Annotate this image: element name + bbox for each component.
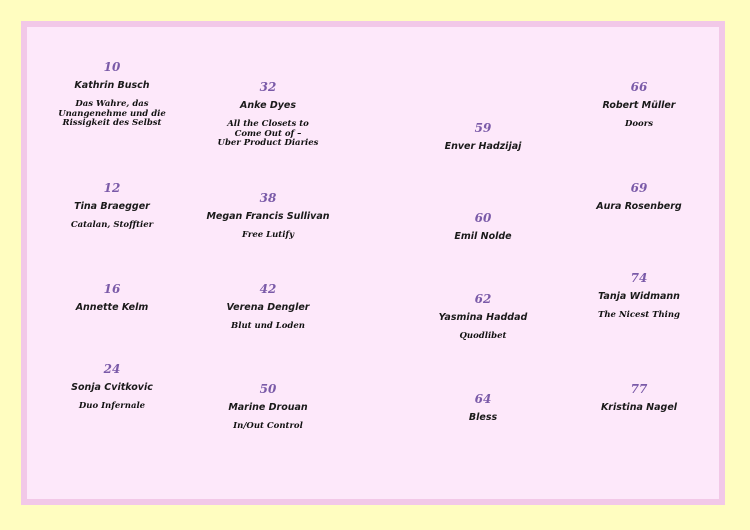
entry-24	[37, 362, 187, 412]
entry-38	[193, 191, 343, 241]
entry-64	[408, 392, 558, 432]
artist-name: Sonja Cvitkovic	[71, 382, 153, 393]
work-title: Catalan, Stofftier	[70, 220, 154, 230]
entry-42	[193, 282, 343, 332]
entry-60	[408, 211, 558, 251]
artist-name: Robert Müller	[602, 100, 676, 111]
artist-name: Emil Nolde	[454, 231, 512, 242]
artist-name: Marine Drouan	[228, 402, 308, 413]
work-title: Das Wahre, das Unangenehme und die Rissigkeit des Selbst	[58, 99, 166, 128]
artist-name: Kathrin Busch	[74, 80, 150, 91]
entry-66	[564, 80, 714, 130]
work-title: Doors	[625, 119, 653, 129]
page-number: 59	[474, 121, 492, 135]
page-number: 24	[103, 362, 121, 376]
artist-name: Annette Kelm	[75, 302, 149, 313]
artist-name: Bless	[468, 412, 498, 423]
artist-name: Enver Hadzijaj	[444, 141, 522, 152]
page-number: 64	[474, 392, 492, 406]
work-title: In/Out Control	[233, 421, 303, 431]
page-number: 60	[474, 211, 492, 225]
entry-32	[193, 80, 343, 149]
artist-name: Tanja Widmann	[598, 291, 680, 302]
page-number: 32	[259, 80, 277, 94]
entry-50	[193, 382, 343, 432]
page-number: 12	[103, 181, 121, 195]
work-title: Blut und Loden	[231, 321, 305, 331]
page-number: 42	[259, 282, 277, 296]
artist-name: Yasmina Haddad	[438, 312, 528, 323]
entry-12	[37, 181, 187, 231]
work-title: Free Lutify	[241, 230, 295, 240]
entry-62	[408, 292, 558, 342]
page-number: 74	[630, 271, 648, 285]
page-number: 69	[630, 181, 648, 195]
page-number: 66	[630, 80, 648, 94]
work-title: Duo Infernale	[78, 401, 146, 411]
entry-16	[37, 282, 187, 322]
page-number: 38	[259, 191, 277, 205]
entry-69	[564, 181, 714, 221]
artist-name: Aura Rosenberg	[596, 201, 682, 212]
artist-name: Kristina Nagel	[600, 402, 678, 413]
artist-name: Megan Francis Sullivan	[206, 211, 330, 222]
page-number: 62	[474, 292, 492, 306]
entry-59	[408, 121, 558, 161]
entry-77	[564, 382, 714, 422]
page-number: 77	[630, 382, 648, 396]
work-title: The Nicest Thing	[598, 310, 680, 320]
page-number: 50	[259, 382, 277, 396]
artist-name: Anke Dyes	[239, 100, 297, 111]
work-title: Quodlibet	[459, 331, 507, 341]
work-title: All the Closets to Come Out of – Uber Product Diaries	[217, 119, 319, 148]
page-number: 16	[103, 282, 121, 296]
entry-74	[564, 271, 714, 321]
artist-name: Tina Braegger	[74, 201, 150, 212]
entry-10	[37, 60, 187, 129]
artist-name: Verena Dengler	[226, 302, 310, 313]
page-number: 10	[103, 60, 121, 74]
